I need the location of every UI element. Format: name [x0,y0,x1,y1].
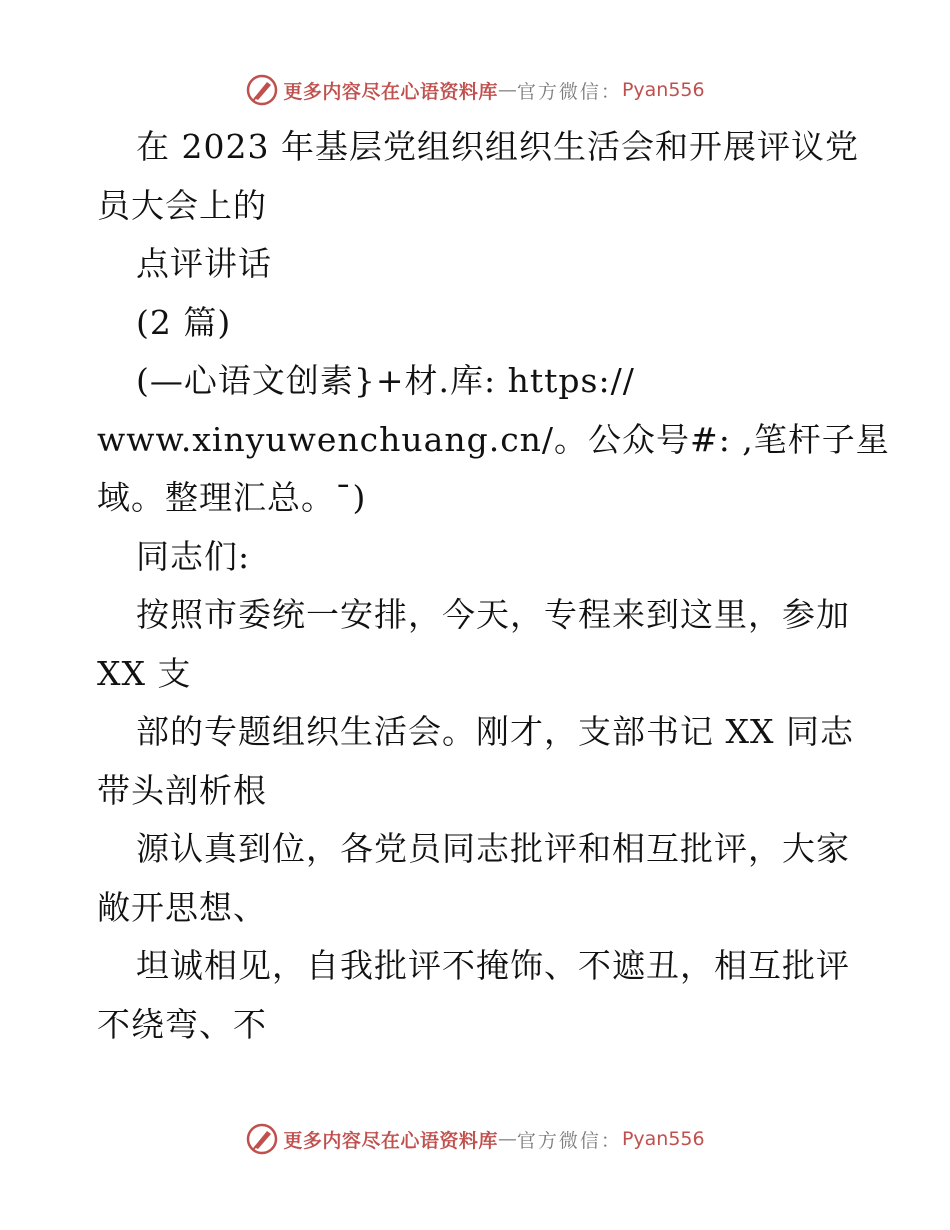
paragraph-line: (2 篇) [136,302,232,342]
paragraph-line: (—心语文创素}+材.库: https:// [136,361,635,400]
paragraph-line: 部的专题组织生活会。刚才，支部书记 XX 同志 [136,712,854,751]
footer-separator: — [497,1128,517,1150]
footer-watermark-banner [0,1119,950,1159]
footer-wechat-id: Pyan556 [621,1128,705,1150]
quill-logo-icon [245,73,279,107]
paragraph-line: 点评讲话 [136,244,272,283]
paragraph-line: 按照市委统一安排，今天，专程来到这里，参加 [136,595,850,634]
paragraph-line: 源认真到位，各党员同志批评和相互批评，大家 [136,829,850,868]
header-wechat-label: 官方微信： [516,80,622,103]
paragraph-line: 敞开思想、 [97,887,267,927]
paragraph-line: 同志们: [136,536,251,576]
paragraph-line: 域。整理汇总。¯) [97,478,367,517]
footer-brand-text: 更多内容尽在心语资料库 [283,1129,498,1152]
header-brand-text: 更多内容尽在心语资料库 [283,80,498,103]
paragraph-line: 坦诚相见，自我批评不掩饰、不遮丑，相互批评 [136,946,850,985]
quill-logo-icon [245,1122,279,1156]
paragraph-line: 不绕弯、不 [97,1004,267,1044]
footer-wechat-label: 官方微信： [516,1129,622,1152]
header-watermark-banner [0,70,950,110]
paragraph-line: XX 支 [97,653,192,693]
paragraph-line: www.xinyuwenchuang.cn/。公众号#: ,笔杆子星 [97,419,890,459]
header-separator: — [497,79,517,101]
paragraph-line: 在 2023 年基层党组织组织生活会和开展评议党 [136,127,859,166]
header-wechat-id: Pyan556 [621,79,705,101]
document-body [97,118,890,1054]
paragraph-line: 带头剖析根 [97,770,267,810]
paragraph-line: 员大会上的 [97,185,267,225]
